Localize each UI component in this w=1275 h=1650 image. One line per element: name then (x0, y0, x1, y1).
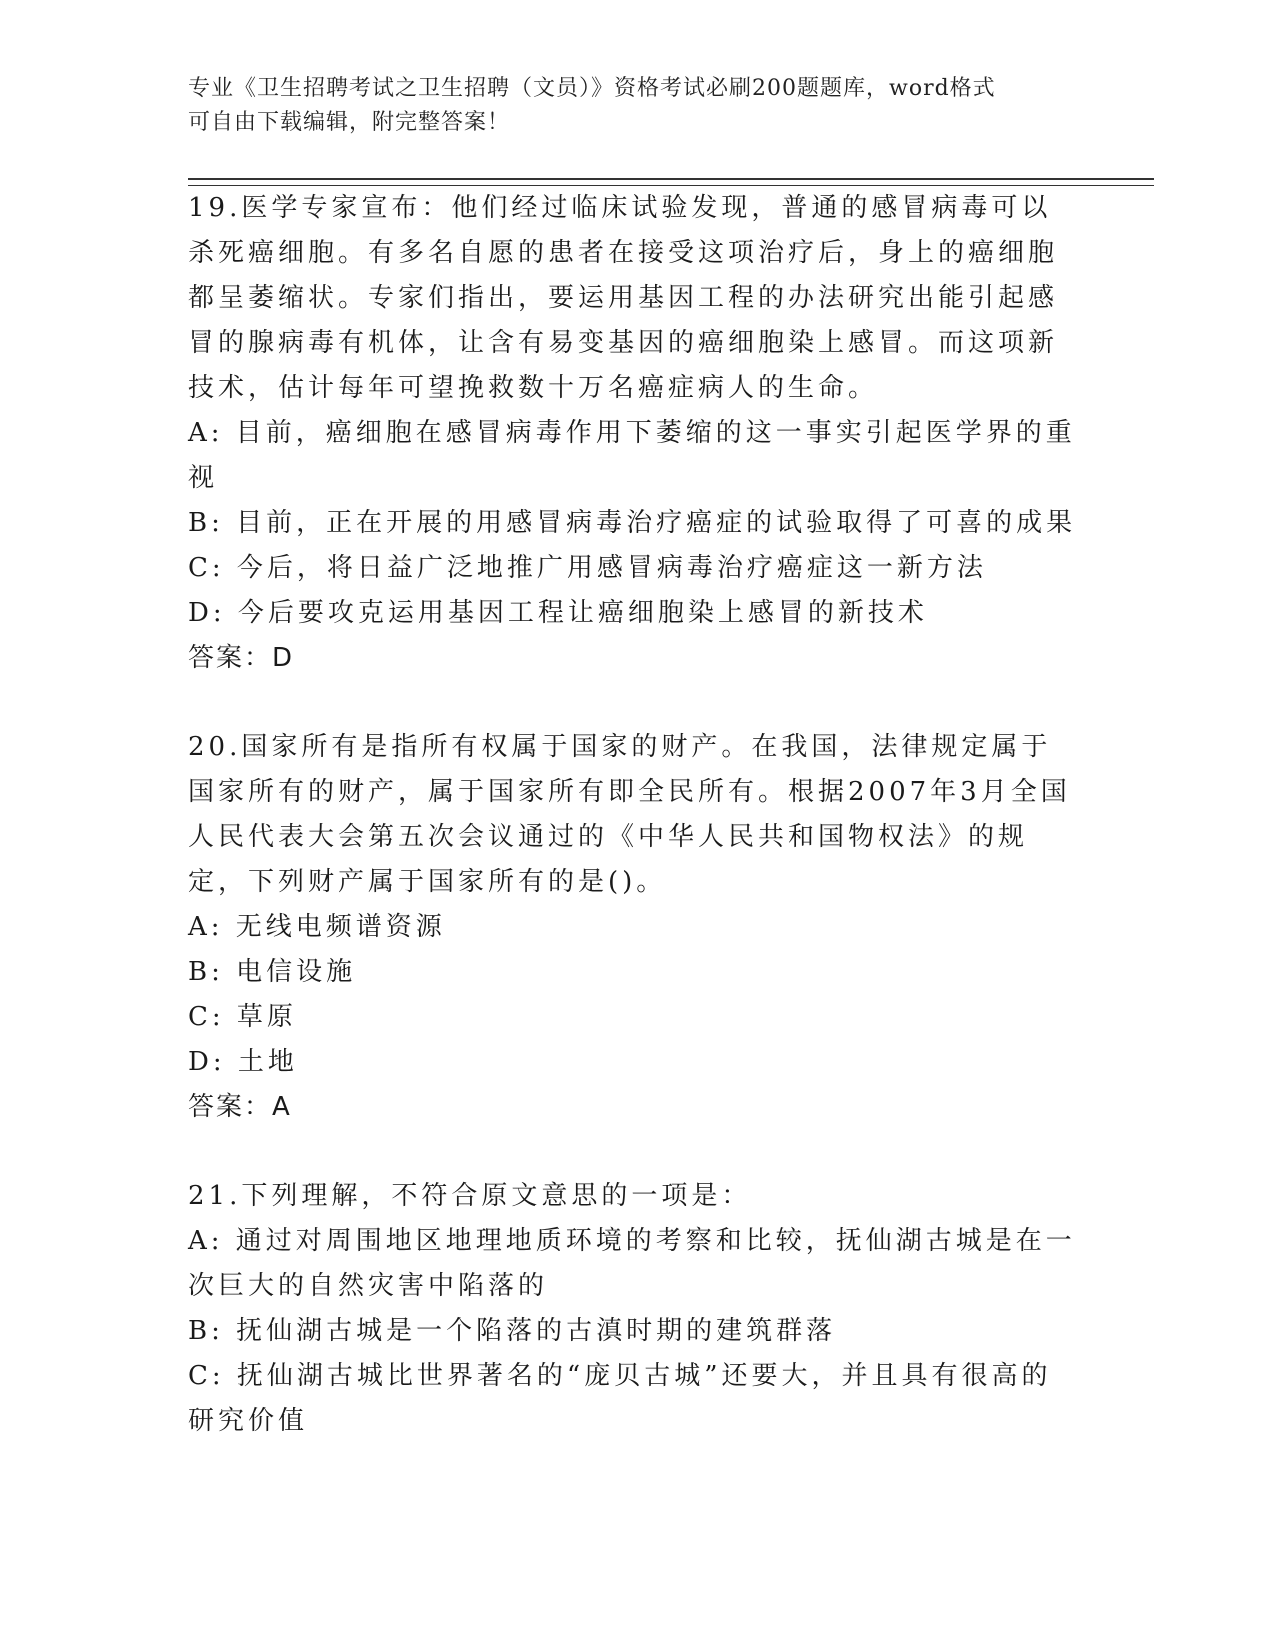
option-a: A: 通过对周围地区地理地质环境的考察和比较，抚仙湖古城是在一次巨大的自然灾害中陷落的 (188, 1226, 1076, 1301)
option-a: A: 无线电频谱资源 (188, 912, 446, 942)
option-c: C: 今后，将日益广泛地推广用感冒病毒治疗癌症这一新方法 (188, 553, 987, 583)
question-20 (188, 725, 1080, 1130)
header-line-1: 专业《卫生招聘考试之卫生招聘（文员）》资格考试必刷200题题库，word格式 (188, 76, 996, 101)
option-b: B: 电信设施 (188, 957, 357, 987)
header-divider (188, 178, 1154, 186)
option-d: D: 土地 (188, 1047, 298, 1077)
header-line-2: 可自由下载编辑，附完整答案！ (188, 110, 511, 135)
question-21 (188, 1174, 1080, 1444)
answer-label: 答案：A (188, 1092, 292, 1122)
question-19 (188, 186, 1080, 681)
question-stem: 20.国家所有是指所有权属于国家的财产。在我国，法律规定属于国家所有的财产，属于国家所有即全民所有。根据2007年3月全国人民代表大会第五次会议通过的《中华人民共和国物权法》的规定，下列财产属于国家所有的是()。 (188, 732, 1071, 897)
option-c: C: 抚仙湖古城比世界著名的“庞贝古城”还要大，并且具有很高的研究价值 (188, 1361, 1052, 1436)
option-a: A: 目前，癌细胞在感冒病毒作用下萎缩的这一事实引起医学界的重视 (188, 418, 1076, 493)
page-header (188, 72, 1068, 140)
answer-label: 答案：D (188, 643, 295, 673)
option-d: D: 今后要攻克运用基因工程让癌细胞染上感冒的新技术 (188, 598, 928, 628)
option-b: B: 抚仙湖古城是一个陷落的古滇时期的建筑群落 (188, 1316, 837, 1346)
option-c: C: 草原 (188, 1002, 297, 1032)
question-list (188, 186, 1080, 1488)
option-b: B: 目前，正在开展的用感冒病毒治疗癌症的试验取得了可喜的成果 (188, 508, 1077, 538)
question-stem: 19.医学专家宣布：他们经过临床试验发现，普通的感冒病毒可以杀死癌细胞。有多名自愿的患者在接受这项治疗后，身上的癌细胞都呈萎缩状。专家们指出，要运用基因工程的办法研究出能引起感冒的腺病毒有机体，让含有易变基因的癌细胞染上感冒。而这项新技术，估计每年可望挽救数十万名癌症病人的生命。 (188, 193, 1059, 403)
question-stem: 21.下列理解，不符合原文意思的一项是： (188, 1181, 752, 1211)
